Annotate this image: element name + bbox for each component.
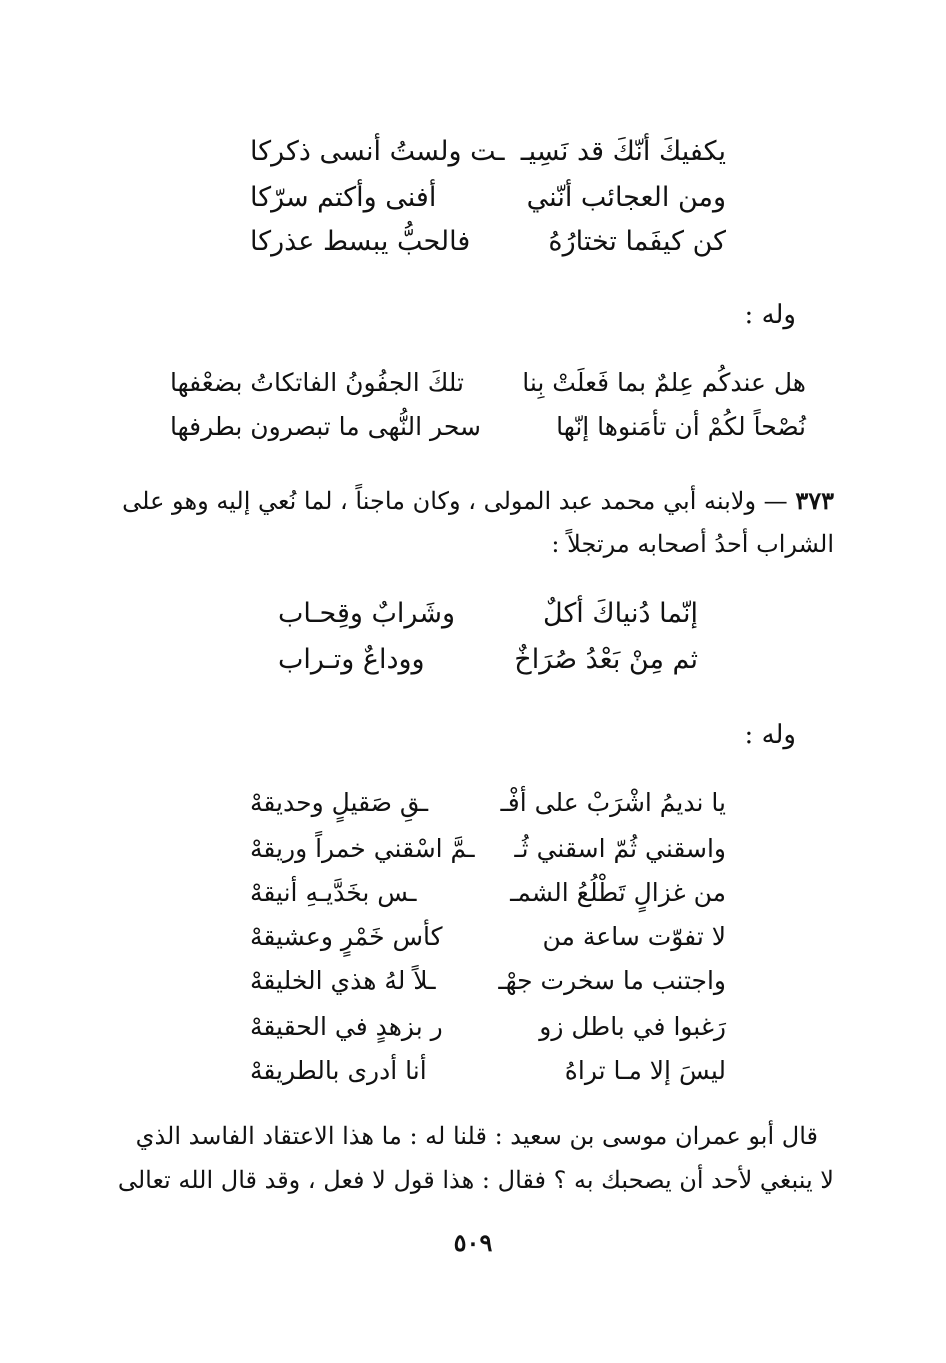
second-hemistich: أفنى وأكتم سرّكا bbox=[250, 182, 437, 213]
first-hemistich: واجتنب ما سخرت جهْـ bbox=[498, 966, 726, 995]
second-hemistich: سحر النُّهى ما تبصرون بطرفها bbox=[170, 412, 481, 441]
page-number: ٥٠٩ bbox=[453, 1228, 493, 1257]
verse-line bbox=[250, 790, 726, 824]
second-hemistich: ـس بخَدَّيـهِ أنيقهْ bbox=[250, 878, 417, 907]
first-hemistich: هل عندكُم عِلمٌ بما فَعلَتْ بِنا bbox=[522, 368, 806, 397]
verse-line bbox=[250, 924, 726, 958]
second-hemistich: ـمَّ اسْقني خمراً وريقهْ bbox=[250, 834, 475, 863]
verse-line bbox=[170, 414, 806, 448]
verse-line bbox=[170, 370, 806, 404]
first-hemistich: نُصْحاً لكُمْ أن تأمَنوها إنّها bbox=[556, 412, 806, 441]
section-text: — ولابنه أبي محمد عبد المولى ، وكان ماجناً ، لما نُعي إليه وهو على bbox=[122, 487, 788, 515]
section-heading-line bbox=[122, 486, 834, 515]
first-hemistich: رَغبوا في باطل زو bbox=[539, 1012, 726, 1041]
first-hemistich: واسقني ثُمّ اسقني ثُـ bbox=[514, 834, 726, 863]
first-hemistich: إنّما دُنياكَ أكلٌ bbox=[543, 598, 698, 629]
second-hemistich: ـلاً لهُ هذي الخليقهْ bbox=[250, 966, 436, 995]
second-hemistich: ووداعٌ وتـراب bbox=[278, 644, 425, 675]
first-hemistich: ثم مِنْ بَعْدُ صُرَاخٌ bbox=[514, 644, 698, 675]
first-hemistich: يا نديمُ اشْرَبْ على أفْـ bbox=[500, 788, 726, 817]
second-hemistich: كأس خَمْرٍ وعشيقهْ bbox=[250, 922, 443, 951]
second-hemistich: ر بزهدٍ في الحقيقهْ bbox=[250, 1012, 443, 1041]
second-hemistich: وشَرابٌ وقِحـاب bbox=[278, 598, 455, 629]
second-hemistich: ـقِ صَقيلٍ وحديقهْ bbox=[250, 788, 429, 817]
second-hemistich: تلكَ الجفُونُ الفاتكاتُ بضعْفها bbox=[170, 368, 464, 397]
verse-line bbox=[250, 968, 726, 1002]
verse-line bbox=[250, 836, 726, 870]
second-hemistich: ـت ولستُ أنسى ذكركا bbox=[250, 136, 505, 167]
wa-lahu-label: وله : bbox=[744, 300, 796, 330]
first-hemistich: من غزالٍ تَطْلُعُ الشمـ bbox=[510, 878, 726, 907]
first-hemistich: لا تفوّت ساعة من bbox=[542, 922, 726, 951]
first-hemistich: يكفيكَ أنّكَ قد نَسِيـ bbox=[520, 136, 726, 167]
first-hemistich: كن كيفَما تختارُهُ bbox=[548, 226, 726, 257]
verse-line bbox=[250, 1058, 726, 1092]
first-hemistich: ليسَ إلا مـا تراهُ bbox=[564, 1056, 726, 1085]
verse-line bbox=[278, 600, 698, 634]
first-hemistich: ومن العجائب أنّني bbox=[526, 182, 726, 213]
verse-line bbox=[250, 1014, 726, 1048]
verse-line bbox=[250, 228, 726, 262]
section-text-line: الشراب أحدُ أصحابه مرتجلاً : bbox=[551, 530, 834, 558]
second-hemistich: أنا أدرى بالطريقهْ bbox=[250, 1056, 427, 1085]
second-hemistich: فالحبُّ يبسط عذركا bbox=[250, 226, 471, 257]
verse-line bbox=[250, 138, 726, 172]
section-number: ٣٧٣ bbox=[795, 486, 834, 515]
wa-lahu-label: وله : bbox=[744, 720, 796, 750]
prose-line: لا ينبغي لأحد أن يصحبك به ؟ فقال : هذا قول لا فعل ، وقد قال الله تعالى bbox=[117, 1166, 834, 1194]
verse-line bbox=[250, 184, 726, 218]
verse-line bbox=[278, 646, 698, 680]
prose-line: قال أبو عمران موسى بن سعيد : قلنا له : ما هذا الاعتقاد الفاسد الذي bbox=[135, 1122, 818, 1150]
verse-line bbox=[250, 880, 726, 914]
